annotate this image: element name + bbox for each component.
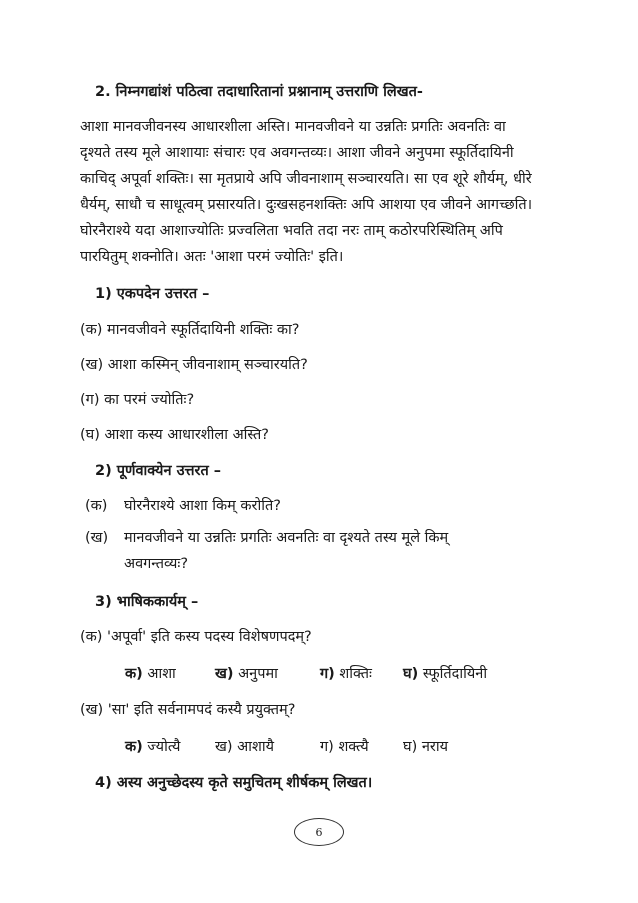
section-title-language-work: 3) भाषिककार्यम् – xyxy=(95,594,199,610)
option: ग) शक्त्यै xyxy=(320,739,369,755)
passage-line: घोरनैराश्ये यदा आशाज्योतिः प्रज्वलिता भवति तदा नरः ताम् कठोरपरिस्थितिम् अपि xyxy=(80,223,503,239)
section-title-one-word: 1) एकपदेन उत्तरत – xyxy=(95,286,210,302)
question-marker: (क) xyxy=(85,498,108,514)
option: घ) नराय xyxy=(403,739,448,755)
question-item: (ख) आशा कस्मिन् जीवनाशाम् सञ्चारयति? xyxy=(80,357,308,373)
passage-line: पारयितुम् शक्नोति। अतः 'आशा परमं ज्योतिः' इति। xyxy=(80,249,344,265)
option: घ) स्फूर्तिदायिनी xyxy=(403,666,488,682)
option: ग) शक्तिः xyxy=(320,666,372,682)
question-marker: (ख) xyxy=(85,530,109,546)
option: ख) आशायै xyxy=(215,739,274,755)
question-item: (ग) का परमं ज्योतिः? xyxy=(80,392,195,408)
option: क) आशा xyxy=(125,666,176,682)
question-item: घोरनैराश्ये आशा किम् करोति? xyxy=(124,498,281,514)
exercise-heading: 2. निम्नगद्यांशं पठित्वा तदाधारितानां प्रश्नानाम् उत्तराणि लिखत- xyxy=(95,84,423,100)
question-item: (ख) 'सा' इति सर्वनामपदं कस्यै प्रयुक्तम्? xyxy=(80,702,296,718)
section-title-full-sentence: 2) पूर्णवाक्येन उत्तरत – xyxy=(95,463,222,479)
option: ख) अनुपमा xyxy=(215,666,278,682)
passage-line: धैर्यम्, साधौ च साधूत्वम् प्रसारयति। दुःखसहनशक्तिः अपि आशया एव जीवने आगच्छति। xyxy=(80,197,533,213)
question-item: (क) 'अपूर्वा' इति कस्य पदस्य विशेषणपदम्? xyxy=(80,629,312,645)
option: क) ज्योत्यै xyxy=(125,739,181,755)
question-item: मानवजीवने या उन्नतिः प्रगतिः अवनतिः वा दृश्यते तस्य मूले किम् xyxy=(124,530,449,546)
passage-line: दृश्यते तस्य मूले आशायाः संचारः एव अवगन्तव्यः। आशा जीवने अनुपमा स्फूर्तिदायिनी xyxy=(80,145,514,161)
question-item: (घ) आशा कस्य आधारशीला अस्ति? xyxy=(80,427,269,443)
question-item: (क) मानवजीवने स्फूर्तिदायिनी शक्तिः का? xyxy=(80,322,300,338)
section-title-heading-task: 4) अस्य अनुच्छेदस्य कृते समुचितम् शीर्षकम् लिखत। xyxy=(95,775,373,791)
question-item-continued: अवगन्तव्यः? xyxy=(124,556,189,572)
passage-line: काचिद् अपूर्वा शक्तिः। सा मृतप्राये अपि जीवनाशाम् सञ्चारयति। सा एव शूरे शौर्यम्, धीरे xyxy=(80,171,532,187)
page-number: 6 xyxy=(294,818,344,846)
passage-line: आशा मानवजीवनस्य आधारशीला अस्ति। मानवजीवने या उन्नतिः प्रगतिः अवनतिः वा xyxy=(80,119,506,135)
